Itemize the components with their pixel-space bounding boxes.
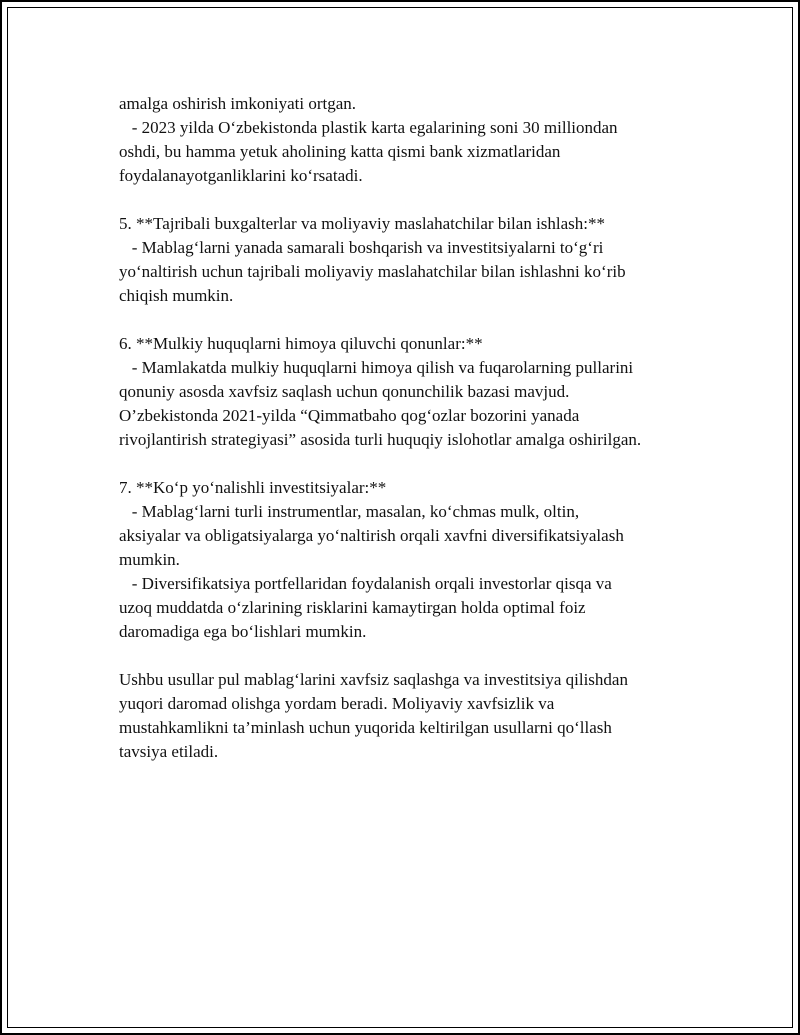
text-line: O’zbekistonda 2021-yilda “Qimmatbaho qog‘ozlar bozorini yanada: [119, 406, 580, 425]
text-line: - 2023 yilda O‘zbekistonda plastik karta egalarining soni 30 milliondan: [119, 118, 618, 137]
text-line: yo‘naltirish uchun tajribali moliyaviy maslahatchilar bilan ishlashni ko‘rib: [119, 262, 626, 281]
paragraph: [119, 92, 709, 188]
text-line: yuqori daromad olishga yordam beradi. Moliyaviy xavfsizlik va: [119, 694, 555, 713]
document-body: [119, 92, 709, 764]
paragraph-gap: [119, 644, 709, 668]
text-line: - Mamlakatda mulkiy huquqlarni himoya qilish va fuqarolarning pullarini: [119, 358, 634, 377]
paragraph-gap: [119, 308, 709, 332]
text-line: qonuniy asosda xavfsiz saqlash uchun qonunchilik bazasi mavjud.: [119, 382, 570, 401]
paragraph-gap: [119, 188, 709, 212]
text-line: rivojlantirish strategiyasi” asosida turli huquqiy islohotlar amalga oshirilgan.: [119, 430, 642, 449]
text-line: 5. **Tajribali buxgalterlar va moliyaviy maslahatchilar bilan ishlash:**: [119, 214, 606, 233]
text-line: oshdi, bu hamma yetuk aholining katta qismi bank xizmatlaridan: [119, 142, 561, 161]
text-line: mustahkamlikni ta’minlash uchun yuqorida keltirilgan usullarni qo‘llash: [119, 718, 612, 737]
text-line: foydalanayotganliklarini ko‘rsatadi.: [119, 166, 363, 185]
text-line: Ushbu usullar pul mablag‘larini xavfsiz saqlashga va investitsiya qilishdan: [119, 670, 628, 689]
paragraph: [119, 476, 709, 644]
text-line: amalga oshirish imkoniyati ortgan.: [119, 94, 357, 113]
text-line: aksiyalar va obligatsiyalarga yo‘naltirish orqali xavfni diversifikatsiyalash: [119, 526, 624, 545]
paragraph: [119, 668, 709, 764]
text-line: 6. **Mulkiy huquqlarni himoya qiluvchi qonunlar:**: [119, 334, 483, 353]
paragraph-gap: [119, 452, 709, 476]
text-line: uzoq muddatda o‘zlarining risklarini kamaytirgan holda optimal foiz: [119, 598, 586, 617]
text-line: - Diversifikatsiya portfellaridan foydalanish orqali investorlar qisqa va: [119, 574, 612, 593]
text-line: chiqish mumkin.: [119, 286, 234, 305]
text-line: tavsiya etiladi.: [119, 742, 219, 761]
text-line: 7. **Ko‘p yo‘nalishli investitsiyalar:**: [119, 478, 387, 497]
text-line: daromadiga ega bo‘lishlari mumkin.: [119, 622, 367, 641]
text-line: mumkin.: [119, 550, 180, 569]
text-line: - Mablag‘larni yanada samarali boshqarish va investitsiyalarni to‘g‘ri: [119, 238, 604, 257]
paragraph: [119, 332, 709, 452]
text-line: - Mablag‘larni turli instrumentlar, masalan, ko‘chmas mulk, oltin,: [119, 502, 580, 521]
paragraph: [119, 212, 709, 308]
